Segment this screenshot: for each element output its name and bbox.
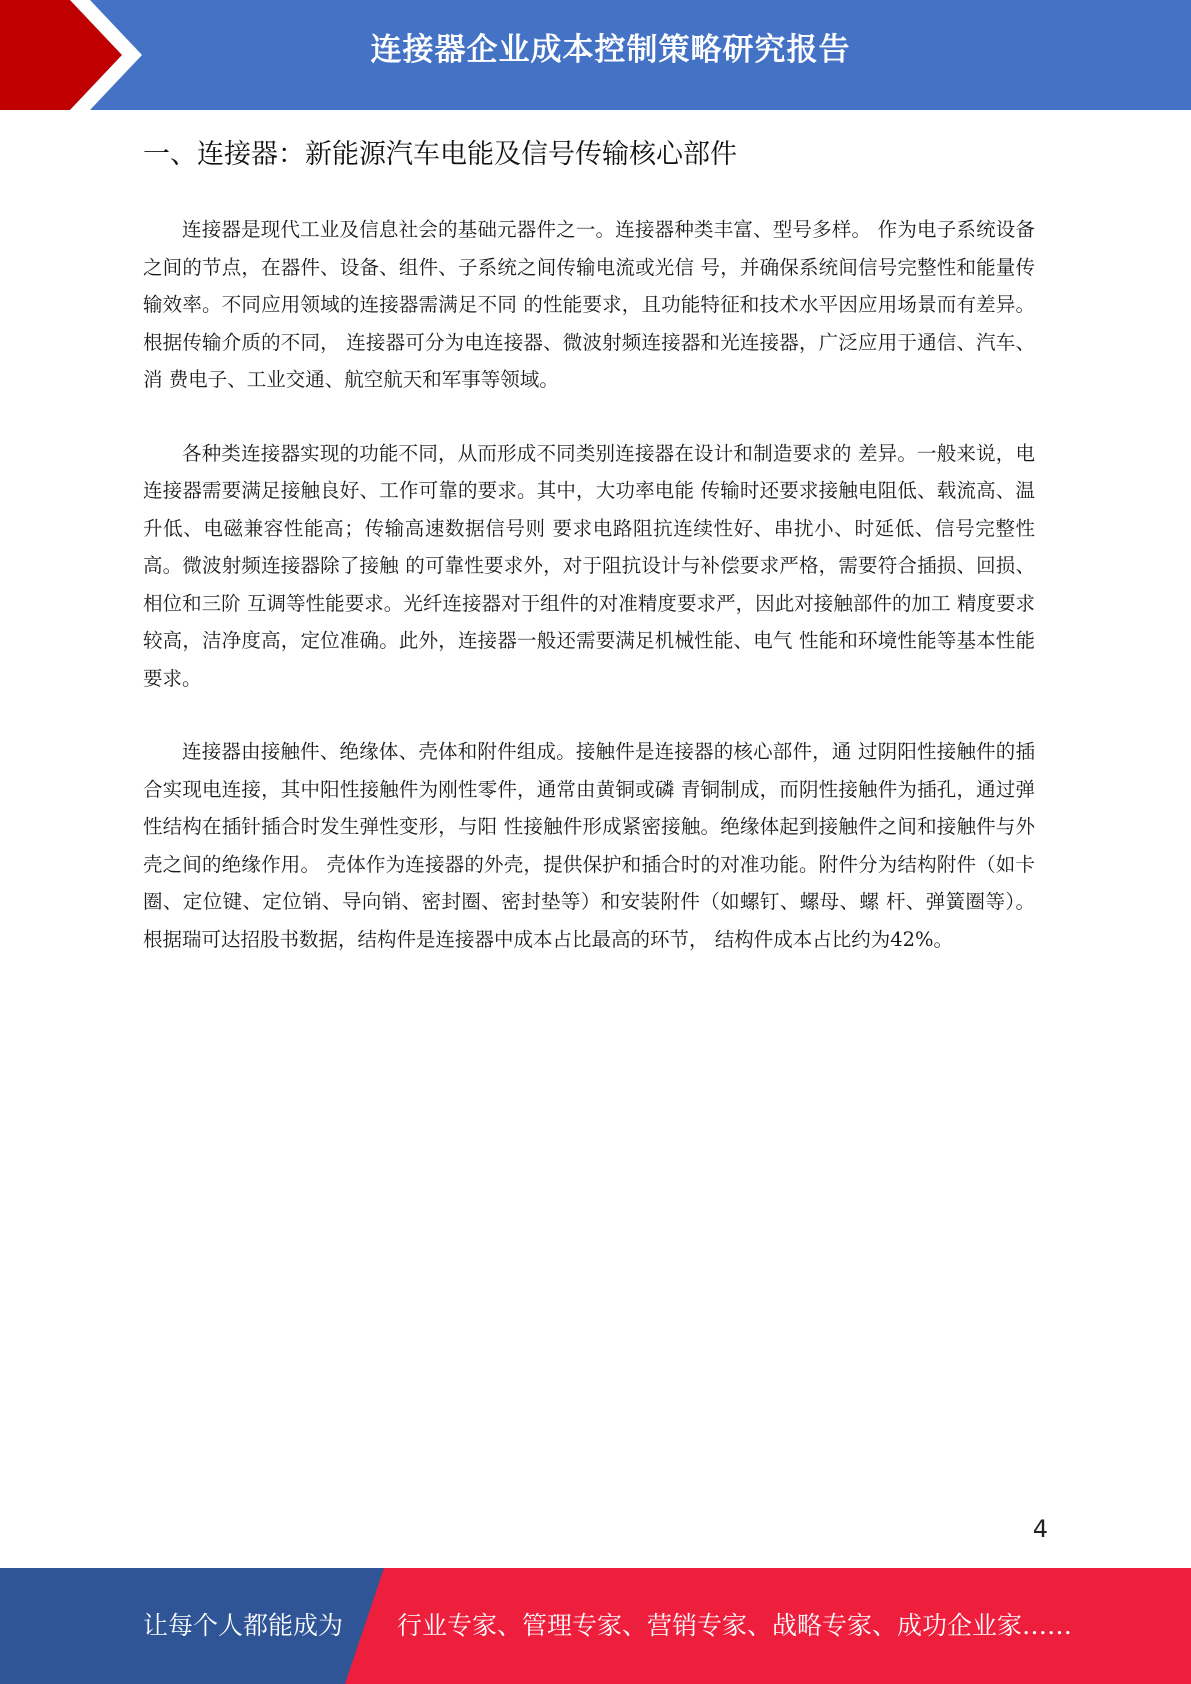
paragraph-1: 连接器是现代工业及信息社会的基础元器件之一。连接器种类丰富、型号多样。 作为电子系统设备之间的节点，在器件、设备、组件、子系统之间传输电流或光信 号，并确保系统间信号完整性和能量传输效率。不同应用领域的连接器需满足不同 的性能要求，且功能特征和技术水平因应用场景而有差异。根据传输介质的不同， 连接器可分为电连接器、微波射频连接器和光连接器，广泛应用于通信、汽车、消 费电子、工业交通、航空航天和军事等领域。 <box>143 218 1035 391</box>
footer-bar <box>0 1568 1191 1684</box>
paragraph-3: 连接器由接触件、绝缘体、壳体和附件组成。接触件是连接器的核心部件，通 过阴阳性接触件的插合实现电连接，其中阳性接触件为刚性零件，通常由黄铜或磷 青铜制成，而阴性接触件为插孔，通过弹性结构在插针插合时发生弹性变形，与阳 性接触件形成紧密接触。绝缘体起到接触件之间和接触件与外壳之间的绝缘作用。 壳体作为连接器的外壳，提供保护和插合时的对准功能。附件分为结构附件（如卡 圈、定位键、定位销、导向销、密封圈、密封垫等）和安装附件（如螺钉、螺母、螺 杆、弹簧圈等）。根据瑞可达招股书数据，结构件是连接器中成本占比最高的环节， 结构件成本占比约为42%。 <box>143 740 1035 951</box>
page-number: 4 <box>1032 1515 1048 1543</box>
header-bar <box>0 0 1191 110</box>
footer-roles: 行业专家、管理专家、营销专家、战略专家、成功企业家…… <box>397 1611 1073 1640</box>
footer-slogan: 让每个人都能成为 <box>143 1611 344 1640</box>
paragraph-2: 各种类连接器实现的功能不同，从而形成不同类别连接器在设计和制造要求的 差异。一般来说，电连接器需要满足接触良好、工作可靠的要求。其中，大功率电能 传输时还要求接触电阻低、载流高、温升低、电磁兼容性能高；传输高速数据信号则 要求电路阻抗连续性好、串扰小、时延低、信号完整性高。微波射频连接器除了接触 的可靠性要求外，对于阻抗设计与补偿要求严格，需要符合插损、回损、相位和三阶 互调等性能要求。光纤连接器对于组件的对准精度要求严，因此对接触部件的加工 精度要求较高，洁净度高，定位准确。此外，连接器一般还需要满足机械性能、电气 性能和环境性能等基本性能要求。 <box>143 441 1035 690</box>
main-content <box>143 120 1035 994</box>
section-heading: 一、连接器：新能源汽车电能及信号传输核心部件 <box>143 139 737 170</box>
report-title: 连接器企业成本控制策略研究报告 <box>370 32 851 68</box>
